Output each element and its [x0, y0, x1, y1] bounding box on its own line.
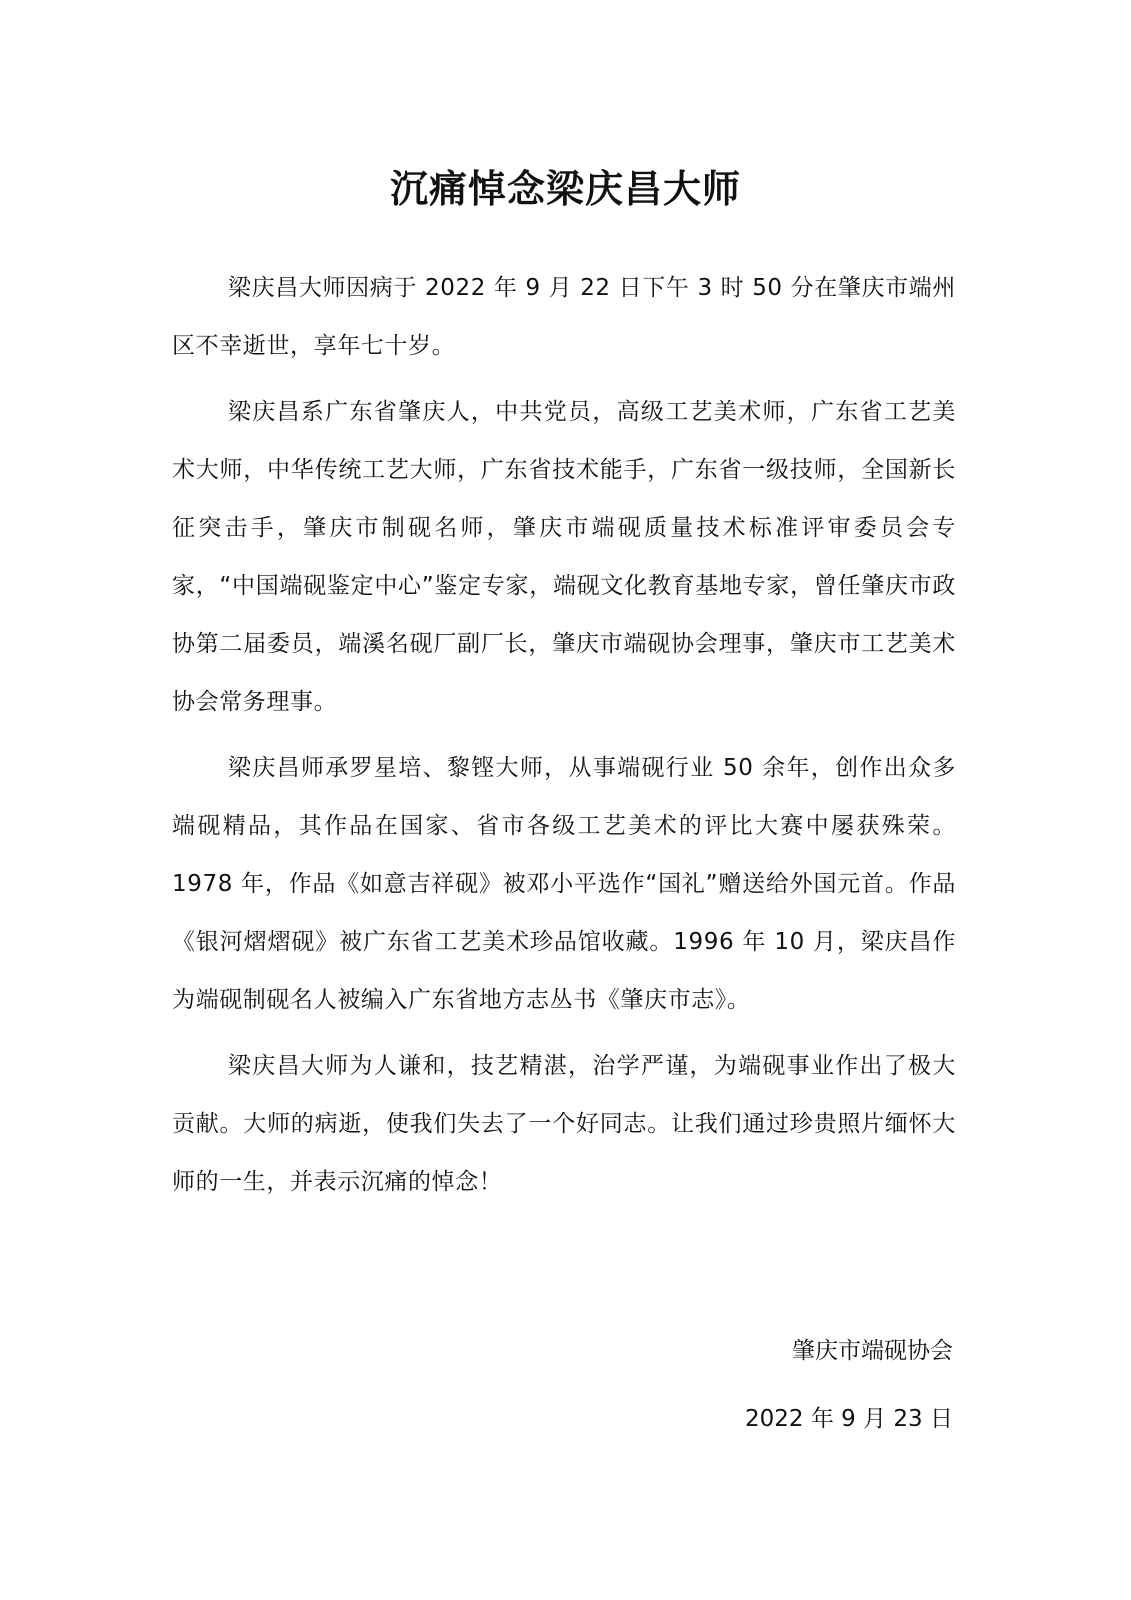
paragraph-biography: 梁庆昌系广东省肇庆人，中共党员，高级工艺美术师，广东省工艺美术大师，中华传统工艺大师，广东省技术能手，广东省一级技师，全国新长征突击手，肇庆市制砚名师，肇庆市端砚质量技术标准评审委员会专家，“中国端砚鉴定中心”鉴定专家，端砚文化教育基地专家，曾任肇庆市政协第二届委员，端溪名砚厂副厂长，肇庆市端砚协会理事，肇庆市工艺美术协会常务理事。	[172, 399, 956, 715]
signature-block	[745, 1322, 953, 1458]
document-title: 沉痛悼念梁庆昌大师	[389, 166, 741, 212]
paragraph-death-notice: 梁庆昌大师因病于 2022 年 9 月 22 日下午 3 时 50 分在肇庆市端州区不幸逝世，享年七十岁。	[172, 275, 956, 359]
paragraph-tribute: 梁庆昌大师为人谦和，技艺精湛，治学严谨，为端砚事业作出了极大贡献。大师的病逝，使我们失去了一个好同志。让我们通过珍贵照片缅怀大师的一生，并表示沉痛的悼念！	[172, 1053, 956, 1195]
signature-date: 2022 年 9 月 23 日	[745, 1406, 953, 1432]
paragraph-career: 梁庆昌师承罗星培、黎铿大师，从事端砚行业 50 余年，创作出众多端砚精品，其作品在国家、省市各级工艺美术的评比大赛中屡获殊荣。 1978 年，作品《如意吉祥砚》被邓小平选作“国礼”赠送给外国元首。作品《银河熠熠砚》被广东省工艺美术珍品馆收藏。1996 年 10 月，梁庆昌作为端砚制砚名人被编入广东省地方志丛书《肇庆市志》。	[172, 755, 956, 1013]
signature-organization: 肇庆市端砚协会	[792, 1338, 953, 1364]
document-body	[172, 259, 956, 1219]
